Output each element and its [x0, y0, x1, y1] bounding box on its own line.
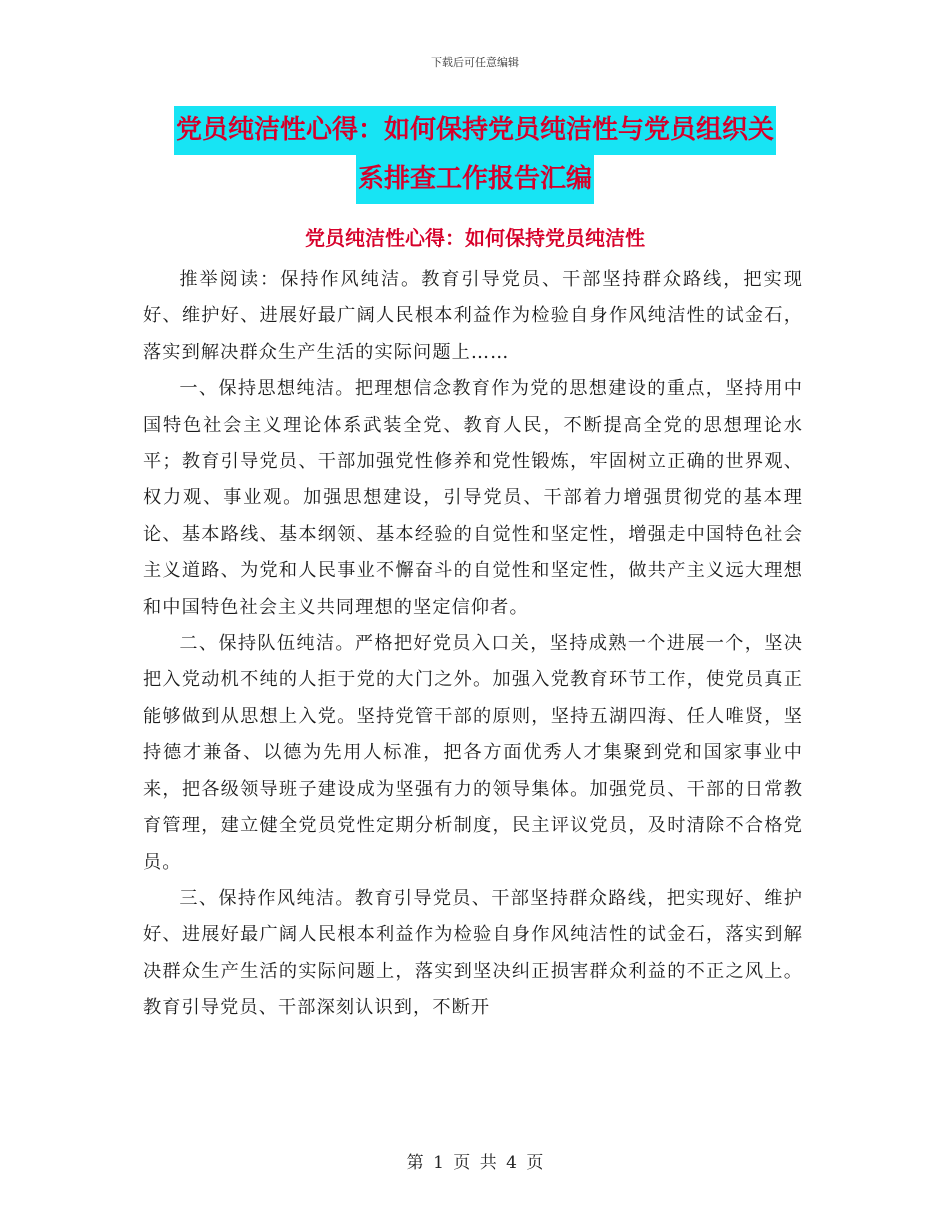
- paragraph-1: 一、保持思想纯洁。把理想信念教育作为党的思想建设的重点，坚持用中国特色社会主义理论体系武装全党、教育人民，不断提高全党的思想理论水平；教育引导党员、干部加强党性修养和党性锻炼，牢固树立正确的世界观、权力观、事业观。加强思想建设，引导党员、干部着力增强贯彻党的基本理论、基本路线、基本纲领、基本经验的自觉性和坚定性，增强走中国特色社会主义道路、为党和人民事业不懈奋斗的自觉性和坚定性，做共产主义远大理想和中国特色社会主义共同理想的坚定信仰者。: [143, 378, 803, 618]
- header-note: 下载后可任意编辑: [431, 56, 519, 69]
- section-title: 党员纯洁性心得：如何保持党员纯洁性: [305, 226, 645, 250]
- paragraph-intro: 推举阅读：保持作风纯洁。教育引导党员、干部坚持群众路线，把实现好、维护好、进展好最广阔人民根本利益作为检验自身作风纯洁性的试金石，落实到解决群众生产生活的实际问题上……: [143, 269, 803, 363]
- document-title: [0, 106, 950, 204]
- document-title-line-1: 党员纯洁性心得：如何保持党员纯洁性与党员组织关: [174, 106, 776, 155]
- paragraph-2: 二、保持队伍纯洁。严格把好党员入口关，坚持成熟一个进展一个，坚决把入党动机不纯的人拒于党的大门之外。加强入党教育环节工作，使党员真正能够做到从思想上入党。坚持党管干部的原则，坚持五湖四海、任人唯贤，坚持德才兼备、以德为先用人标准，把各方面优秀人才集聚到党和国家事业中来，把各级领导班子建设成为坚强有力的领导集体。加强党员、干部的日常教育管理，建立健全党员党性定期分析制度，民主评议党员，及时清除不合格党员。: [143, 633, 803, 873]
- document-title-line-2: 系排查工作报告汇编: [356, 155, 594, 204]
- document-body: [143, 262, 803, 1027]
- paragraph-3: 三、保持作风纯洁。教育引导党员、干部坚持群众路线，把实现好、维护好、进展好最广阔人民根本利益作为检验自身作风纯洁性的试金石，落实到解决群众生产生活的实际问题上，落实到坚决纠正损害群众利益的不正之风上。教育引导党员、干部深刻认识到，不断开: [143, 887, 803, 1019]
- page-footer: 第 1 页 共 4 页: [406, 1153, 544, 1173]
